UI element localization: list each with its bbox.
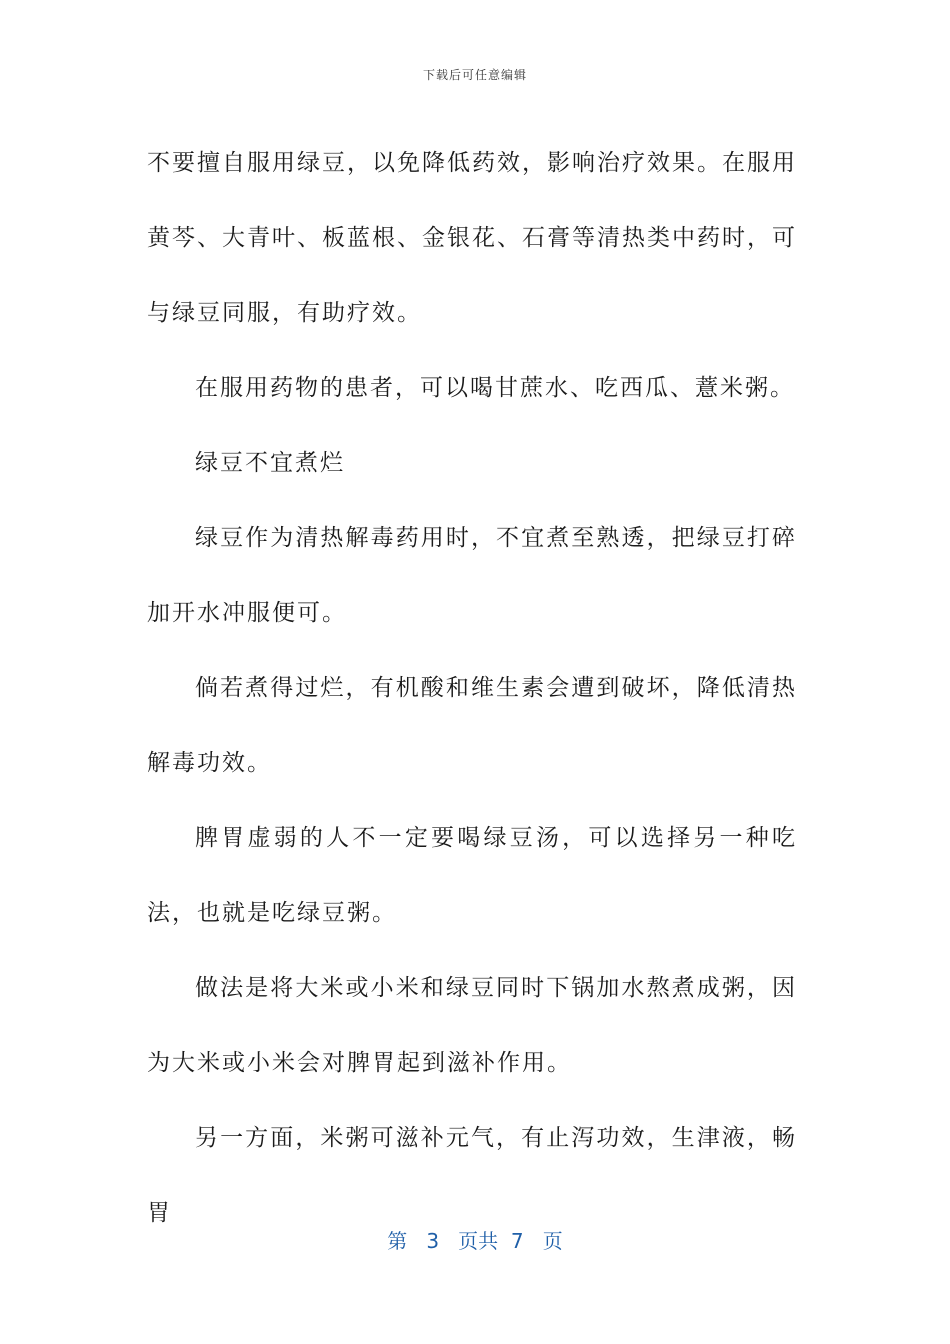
page-footer [0, 1225, 950, 1254]
paragraph-5: 倘若煮得过烂，有机酸和维生素会遭到破坏，降低清热解毒功效。 [147, 675, 797, 776]
paragraph-1: 不要擅自服用绿豆，以免降低药效，影响治疗效果。在服用黄芩、大青叶、板蓝根、金银花、石膏等清热类中药时，可与绿豆同服，有助疗效。 [147, 150, 797, 326]
paragraph-3-heading: 绿豆不宜煮烂 [195, 450, 345, 476]
paragraph-6: 脾胃虚弱的人不一定要喝绿豆汤，可以选择另一种吃法，也就是吃绿豆粥。 [147, 825, 797, 926]
body-text [147, 126, 797, 1251]
footer-suffix: 页 [542, 1229, 563, 1253]
paragraph-8: 另一方面，米粥可滋补元气，有止泻功效，生津液，畅胃 [147, 1125, 797, 1226]
paragraph-2: 在服用药物的患者，可以喝甘蔗水、吃西瓜、薏米粥。 [195, 375, 795, 401]
footer-current-page: 3 [426, 1229, 440, 1253]
header-text: 下载后可任意编辑 [422, 68, 527, 82]
paragraph-7: 做法是将大米或小米和绿豆同时下锅加水熬煮成粥，因为大米或小米会对脾胃起到滋补作用。 [147, 975, 797, 1076]
footer-total-pages: 7 [510, 1229, 524, 1253]
paragraph-4: 绿豆作为清热解毒药用时，不宜煮至熟透，把绿豆打碎加开水冲服便可。 [147, 525, 797, 626]
footer-mid: 页共 [458, 1229, 499, 1253]
footer-prefix: 第 [387, 1229, 408, 1253]
page-header [0, 66, 950, 83]
